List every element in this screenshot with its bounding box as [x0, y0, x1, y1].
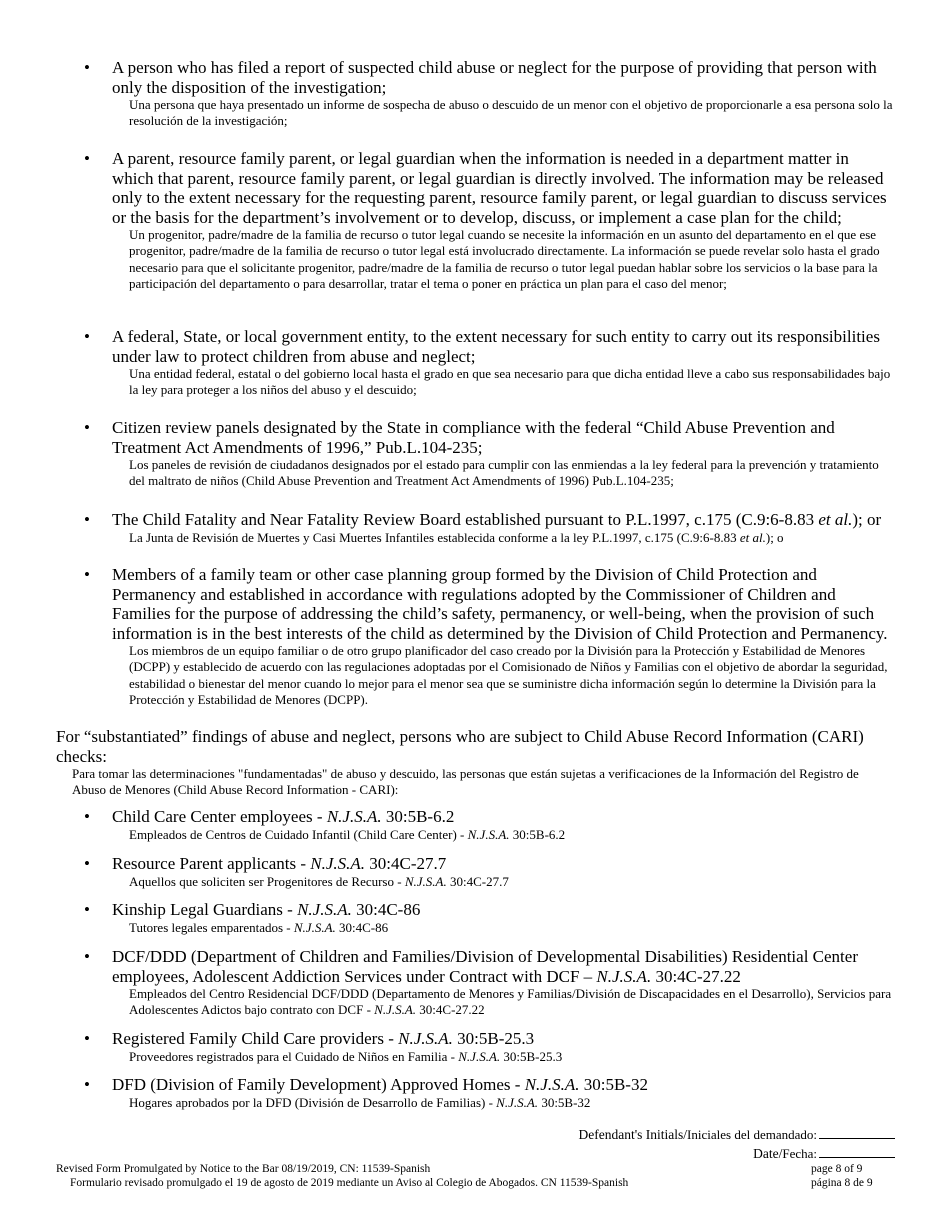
bullet-glyph: • [84, 58, 90, 77]
list-item [0, 149, 950, 292]
list-item [0, 58, 950, 130]
item-text-spanish: Una entidad federal, estatal o del gobierno local hasta el grado en que sea necesario para que dicha entidad lleve a cabo sus responsabilidades bajo la ley para proteger a los niños del abuso y el descuido; [129, 366, 891, 398]
bullet-glyph: • [84, 510, 90, 529]
bullet-glyph: • [84, 418, 90, 437]
page-number-english: page 8 of 9 [811, 1163, 863, 1175]
item-text-english: Kinship Legal Guardians - N.J.S.A. 30:4C-86 [112, 900, 421, 919]
cari-list-item [0, 854, 950, 890]
item-text-english: Child Care Center employees - N.J.S.A. 30:5B-6.2 [112, 807, 455, 826]
bullet-glyph: • [84, 1075, 90, 1094]
item-text-spanish: Hogares aprobados por la DFD (División de Desarrollo de Familias) - N.J.S.A. 30:5B-32 [129, 1094, 591, 1110]
date-input-line[interactable] [819, 1146, 895, 1158]
cari-intro [0, 727, 950, 799]
item-text-spanish: La Junta de Revisión de Muertes y Casi Muertes Infantiles establecida conforme a la ley P.L.1997, c.175 (C.9:6-8.83 et al.); o [129, 529, 784, 545]
item-text-spanish: Los paneles de revisión de ciudadanos designados por el estado para cumplir con las enmiendas a la ley federal para la prevención y tratamiento del maltrato de niños (Child Abuse Prevention and Treatment Act Amendments of 1996) Pub.L.104-235; [129, 457, 879, 489]
initials-input-line[interactable] [819, 1127, 895, 1139]
list-item [0, 510, 950, 546]
bullet-glyph: • [84, 900, 90, 919]
item-text-english: A parent, resource family parent, or legal guardian when the information is needed in a department matter in which that parent, resource family parent, or legal guardian is directly involved. The information may be released only to the extent necessary for the requesting parent, resource family parent, or legal guardian to discuss services or the basis for the department’s involvement or to develop, discuss, or implement a case plan for the child; [112, 149, 887, 227]
list-item [0, 565, 950, 708]
item-text-spanish: Aquellos que soliciten ser Progenitores de Recurso - N.J.S.A. 30:4C-27.7 [129, 873, 509, 889]
item-text-english: Members of a family team or other case planning group formed by the Division of Child Protection and Permanency and established in accordance with regulations adopted by the Commissioner of Children and Families for the purpose of addressing the child’s safety, permanency, or well-being, when the provision of such information is in the best interests of the child as determined by the Division of Child Protection and Permanency. [112, 565, 888, 643]
date-label-english: Date/ [753, 1146, 783, 1161]
bullet-glyph: • [84, 327, 90, 346]
item-text-english: DFD (Division of Family Development) Approved Homes - N.J.S.A. 30:5B-32 [112, 1075, 648, 1094]
item-text-english: Resource Parent applicants - N.J.S.A. 30:4C-27.7 [112, 854, 447, 873]
footer-revised-english: Revised Form Promulgated by Notice to the Bar 08/19/2019, CN: 11539-Spanish [56, 1163, 431, 1175]
cari-list-item [0, 807, 950, 843]
list-item [0, 327, 950, 399]
item-text-english: The Child Fatality and Near Fatality Review Board established pursuant to P.L.1997, c.175 (C.9:6-8.83 et al.); or [112, 510, 882, 529]
item-text-spanish: Proveedores registrados para el Cuidado de Niños en Familia - N.J.S.A. 30:5B-25.3 [129, 1048, 563, 1064]
bullet-glyph: • [84, 947, 90, 966]
cari-list-item [0, 900, 950, 936]
item-text-spanish: Empleados del Centro Residencial DCF/DDD (Departamento de Menores y Familias/División de Discapacidades en el Desarrollo), Servicios para Adolescentes Adictos bajo contrato con DCF - N.J.S.A. 30:4C-27.22 [129, 986, 892, 1018]
bullet-glyph: • [84, 1029, 90, 1048]
page-number-spanish: página 8 de 9 [811, 1177, 873, 1189]
bullet-glyph: • [84, 149, 90, 168]
item-text-english: A person who has filed a report of suspected child abuse or neglect for the purpose of providing that person with only the disposition of the investigation; [112, 58, 877, 97]
cari-list-item [0, 947, 950, 1019]
bullet-glyph: • [84, 854, 90, 873]
item-text-english: A federal, State, or local government entity, to the extent necessary for such entity to carry out its responsibilities under law to protect children from abuse and neglect; [112, 327, 880, 366]
cari-intro-english: For “substantiated” findings of abuse and neglect, persons who are subject to Child Abuse Record Information (CARI) checks: [56, 727, 864, 766]
item-text-spanish: Empleados de Centros de Cuidado Infantil (Child Care Center) - N.J.S.A. 30:5B-6.2 [129, 826, 566, 842]
item-text-spanish: Una persona que haya presentado un informe de sospecha de abuso o descuido de un menor con el objetivo de proporcionarle a esa persona solo la resolución de la investigación; [129, 97, 893, 129]
item-text-spanish: Los miembros de un equipo familiar o de otro grupo planificador del caso creado por la División para la Protección y Estabilidad de Menores (DCPP) y establecido de acuerdo con las regulaciones adoptadas por el Comisionado de Niños y Familias con el objetivo de abordar la seguridad, estabilidad o bienestar del menor cuando lo mejor para el menor sea que se suministre dicha información según lo determine la División para la Protección y Estabilidad de Menores (DCPP). [129, 643, 888, 707]
date-line [0, 1146, 895, 1162]
list-item [0, 418, 950, 490]
cari-intro-spanish: Para tomar las determinaciones "fundamentadas" de abuso y descuido, las personas que están sujetas a verificaciones de la Información del Registro de Abuso de Menores (Child Abuse Record Information - CARI): [72, 766, 859, 798]
item-text-english: Citizen review panels designated by the State in compliance with the federal “Child Abuse Prevention and Treatment Act Amendments of 1996,” Pub.L.104-235; [112, 418, 835, 457]
item-text-english: DCF/DDD (Department of Children and Families/Division of Developmental Disabilities) Residential Center employees, Adolescent Addiction Services under Contract with DCF – N.J.S.A. 30:4C-27.22 [112, 947, 858, 986]
cari-list-item [0, 1075, 950, 1111]
initials-label-spanish: Iniciales del demandado: [687, 1127, 817, 1142]
bullet-glyph: • [84, 807, 90, 826]
bullet-glyph: • [84, 565, 90, 584]
date-label-spanish: Fecha: [782, 1146, 817, 1161]
footer-revised-spanish: Formulario revisado promulgado el 19 de agosto de 2019 mediante un Aviso al Colegio de Abogados. CN 11539-Spanish [70, 1177, 629, 1189]
item-text-spanish: Tutores legales emparentados - N.J.S.A. 30:4C-86 [129, 919, 389, 935]
initials-line [0, 1127, 895, 1143]
item-text-spanish: Un progenitor, padre/madre de la familia de recurso o tutor legal cuando se necesite la información en un asunto del departamento en el que ese progenitor, padre/madre de la familia de recurso o tutor legal está involucrado directamente. La información se puede revelar solo hasta el grado necesario para que el solicitante progenitor, padre/madre de la familia de recurso o tutor legal puedan hablar sobre los servicios o la base para la participación del departamento o para desarrollar, tratar el tema o poner en práctica un plan para el caso del menor; [129, 227, 880, 291]
item-text-english: Registered Family Child Care providers - N.J.S.A. 30:5B-25.3 [112, 1029, 535, 1048]
cari-list-item [0, 1029, 950, 1065]
initials-label-english: Defendant's Initials/ [578, 1127, 688, 1142]
